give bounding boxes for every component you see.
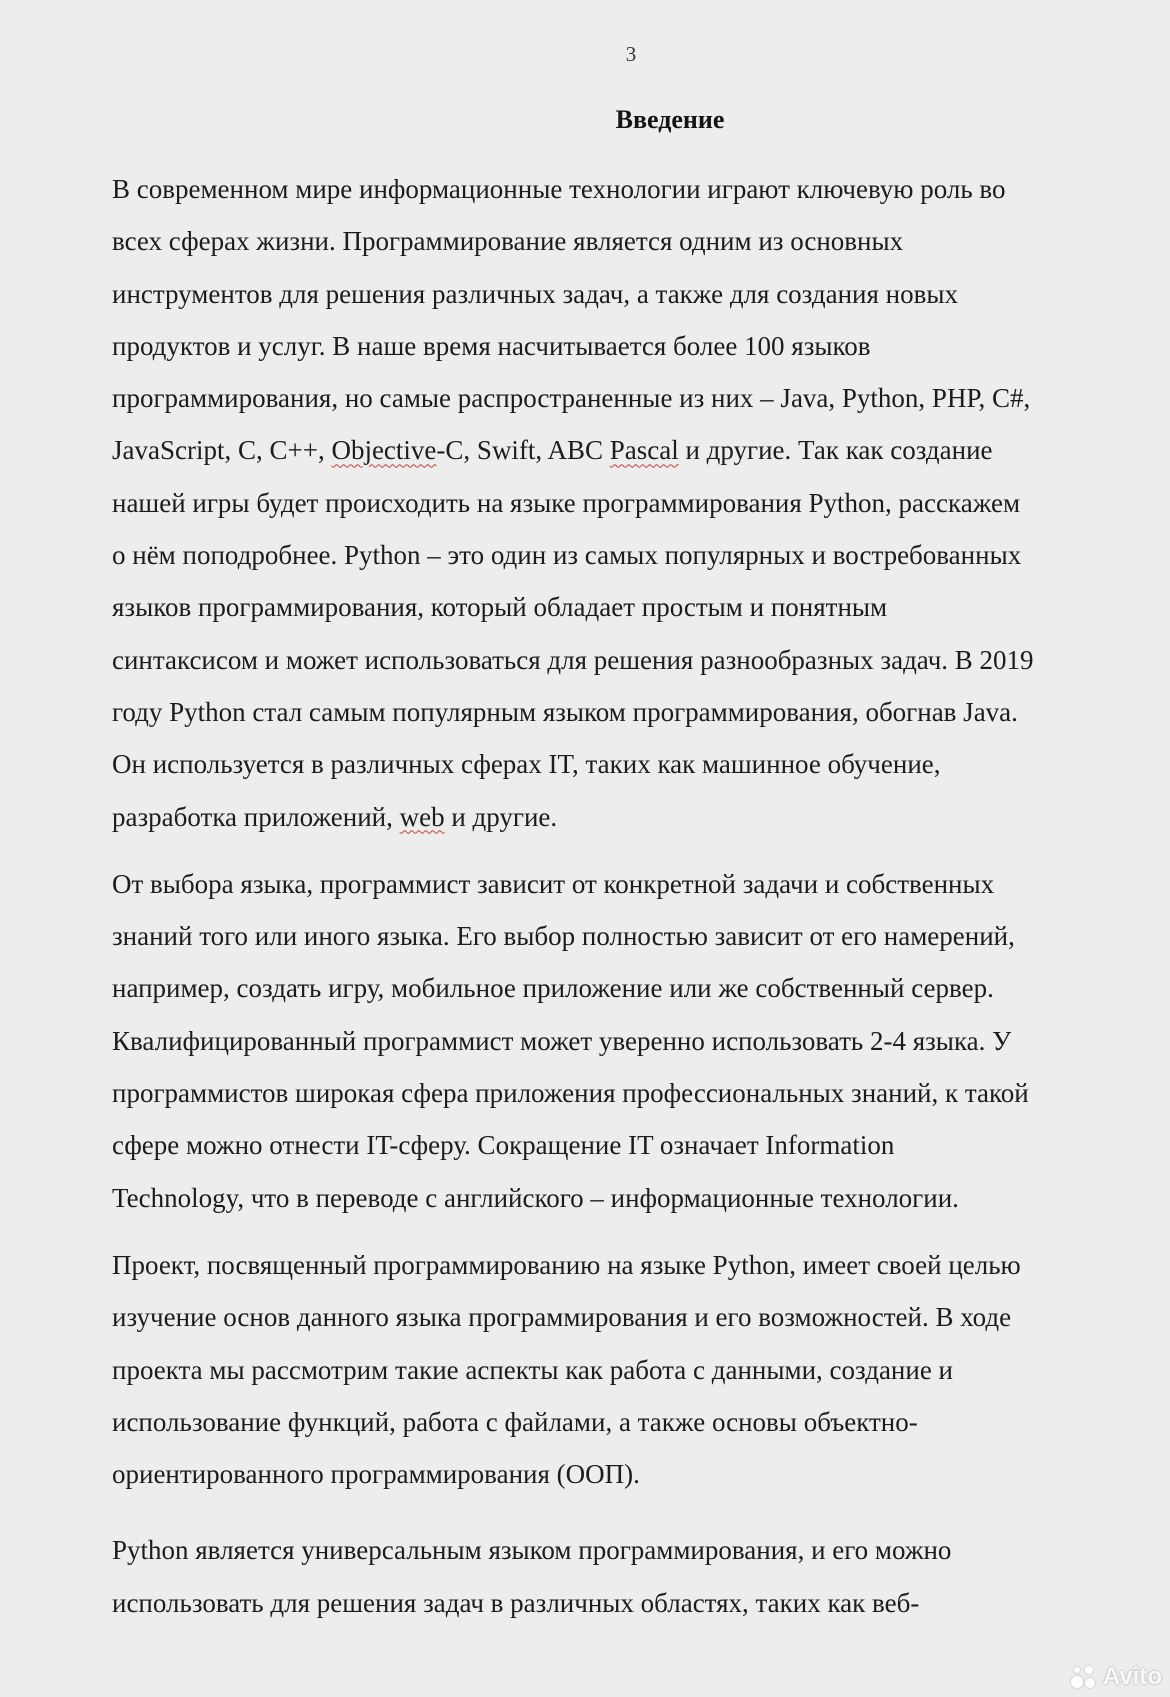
text-line	[112, 634, 1162, 686]
text-segment: например, создать игру, мобильное приложение или же собственный сервер.	[112, 973, 994, 1004]
text-segment: нашей игры будет происходить на языке программирования Python, расскажем	[112, 487, 1021, 518]
text-segment: Проект, посвященный программированию на языке Python, имеет своей целью	[112, 1249, 1021, 1280]
paragraph	[112, 1239, 1162, 1500]
paragraph	[112, 1524, 1162, 1629]
text-line	[112, 320, 1162, 372]
text-line	[112, 1239, 1162, 1291]
text-segment: изучение основ данного языка программирования и его возможностей. В ходе	[112, 1302, 1012, 1333]
document-body	[112, 163, 1162, 1644]
text-line	[112, 1448, 1162, 1500]
text-line	[112, 1067, 1162, 1119]
avito-logo-icon	[1071, 1664, 1097, 1690]
text-line	[112, 1015, 1162, 1067]
text-line	[112, 1291, 1162, 1343]
text-line	[112, 1172, 1162, 1224]
text-line	[112, 581, 1162, 633]
text-segment: JavaScript, C, C++,	[112, 435, 332, 466]
text-segment: знаний того или иного языка. Его выбор полностью зависит от его намерений,	[112, 921, 1015, 952]
text-line	[112, 910, 1162, 962]
text-segment: инструментов для решения различных задач, а также для создания новых	[112, 278, 958, 309]
text-segment: Python является универсальным языком программирования, и его можно	[112, 1535, 952, 1566]
text-segment: Квалифицированный программист может уверенно использовать 2-4 языка. У	[112, 1025, 1012, 1056]
text-line	[112, 738, 1162, 790]
text-segment: всех сферах жизни. Программирование является одним из основных	[112, 226, 904, 257]
text-segment: и другие.	[444, 801, 558, 832]
text-segment: -C, Swift, ABC	[436, 435, 610, 466]
text-segment: В современном мире информационные технологии играют ключевую роль во	[112, 174, 1006, 204]
text-line	[112, 1396, 1162, 1448]
text-segment: ориентированного программирования (ООП).	[112, 1459, 640, 1490]
avito-watermark	[1071, 1663, 1162, 1691]
text-segment: программистов широкая сфера приложения профессиональных знаний, к такой	[112, 1078, 1029, 1109]
text-segment: Technology, что в переводе с английского – информационные технологии.	[112, 1182, 959, 1213]
text-line	[112, 686, 1162, 738]
text-segment: сфере можно отнести IT-сферу. Сокращение IT означает Information	[112, 1130, 895, 1161]
text-line	[112, 163, 1162, 215]
text-segment: продуктов и услуг. В наше время насчитывается более 100 языков	[112, 330, 871, 361]
text-segment: языков программирования, который обладает простым и понятным	[112, 592, 888, 623]
text-segment: использовать для решения задач в различных областях, таких как веб-	[112, 1587, 920, 1618]
text-segment: о нём поподробнее. Python – это один из самых популярных и востребованных	[112, 540, 1022, 571]
text-line	[112, 215, 1162, 267]
text-segment: и другие. Так как создание	[678, 435, 993, 466]
text-line	[112, 529, 1162, 581]
text-line	[112, 962, 1162, 1014]
text-line	[112, 858, 1162, 910]
text-line	[112, 268, 1162, 320]
text-line	[112, 1344, 1162, 1396]
watermark-text: Avito	[1102, 1663, 1162, 1690]
text-line	[112, 477, 1162, 529]
text-line	[112, 372, 1162, 424]
text-line	[112, 791, 1162, 843]
paragraph	[112, 163, 1162, 843]
page-number: 3	[625, 42, 637, 66]
text-segment: году Python стал самым популярным языком программирования, обогнав Java.	[112, 696, 1018, 727]
text-segment: проекта мы рассмотрим такие аспекты как работа с данными, создание и	[112, 1354, 954, 1385]
paragraph	[112, 858, 1162, 1224]
text-segment: От выбора языка, программист зависит от конкретной задачи и собственных	[112, 868, 995, 899]
text-segment: программирования, но самые распространенные из них – Java, Python, PHP, C#,	[112, 383, 1031, 414]
spellcheck-flagged-word: Pascal	[609, 435, 679, 466]
spellcheck-flagged-word: web	[399, 801, 445, 832]
spellcheck-flagged-word: Objective	[331, 435, 437, 466]
text-segment: разработка приложений,	[112, 801, 400, 832]
text-segment: Он используется в различных сферах IT, таких как машинное обучение,	[112, 749, 941, 780]
page-title: Введение	[615, 105, 725, 134]
text-segment: синтаксисом и может использоваться для решения разнообразных задач. В 2019	[112, 644, 1034, 675]
text-line	[112, 424, 1162, 476]
text-line	[112, 1577, 1162, 1629]
text-line	[112, 1524, 1162, 1576]
text-segment: использование функций, работа с файлами, а также основы объектно-	[112, 1406, 918, 1437]
text-line	[112, 1119, 1162, 1171]
